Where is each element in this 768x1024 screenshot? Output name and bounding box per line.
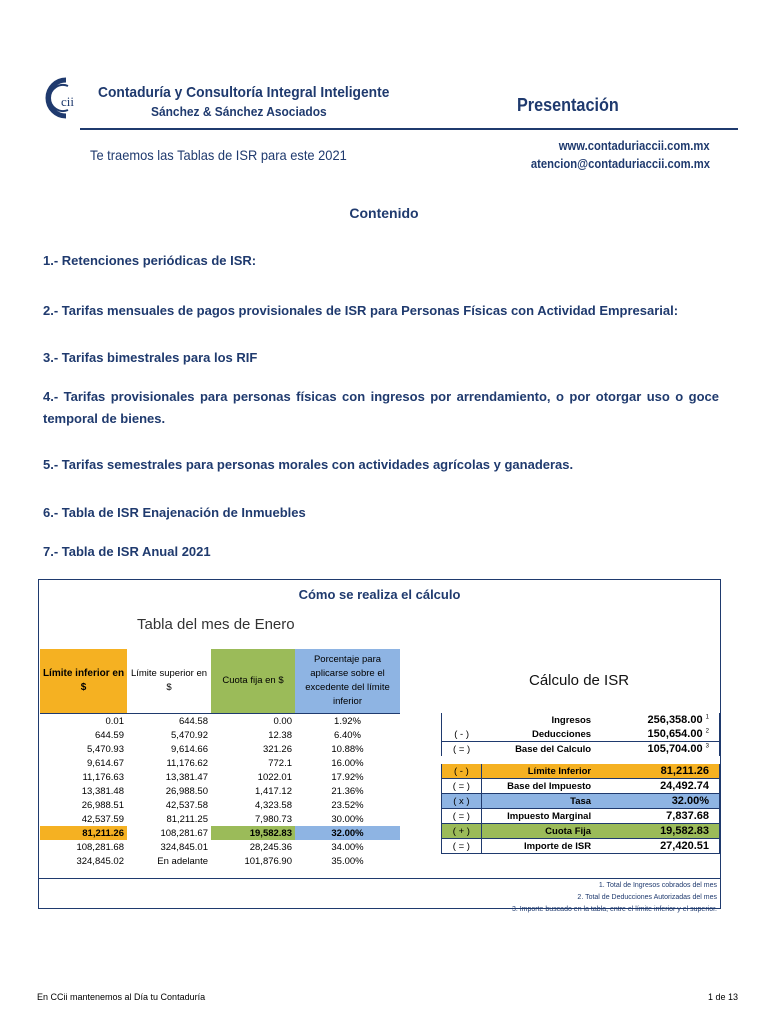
col-header-upper: Límite superior en $ [130, 668, 208, 693]
cell-fixed-fee: 28,245.36 [249, 841, 292, 853]
calc-value-text: 105,704.00 [647, 743, 703, 755]
calc-label: Impuesto Marginal [481, 809, 594, 824]
footnote-ref: 3 [705, 743, 709, 750]
table-row [40, 756, 400, 770]
calc-value [594, 824, 719, 839]
document-title: Presentación [517, 95, 619, 115]
cell-fixed-fee: 12.38 [268, 729, 292, 741]
cell-fixed-fee: 7,980.73 [255, 813, 292, 825]
calc-row [442, 794, 720, 809]
header-divider [80, 128, 738, 130]
calc-operator: ( = ) [442, 839, 482, 854]
cell-fixed-fee: 19,582.83 [211, 826, 295, 840]
cell-fixed-fee: 1,417.12 [255, 785, 292, 797]
contents-item[interactable]: 4.- Tarifas provisionales para personas físicas con ingresos por arrendamiento, o por otorgar uso o goce temporal de bienes. [43, 389, 719, 426]
cell-upper-limit: 42,537.58 [165, 799, 208, 811]
company-logo [44, 76, 78, 120]
calc-label: Ingresos [551, 714, 592, 726]
cell-lower-limit: 324,845.02 [76, 855, 124, 867]
calc-row [442, 839, 720, 854]
table-row [40, 854, 400, 868]
email-link[interactable]: atencion@contaduriaccii.com.mx [530, 157, 710, 171]
cell-lower-limit: 0.01 [105, 715, 124, 727]
calc-label: Límite Inferior [481, 760, 594, 779]
calc-label: Base del Impuesto [481, 779, 594, 794]
company-name: Contaduría y Consultoría Integral Inteligente [98, 84, 390, 101]
isr-calculation [441, 713, 720, 854]
calc-row [442, 760, 720, 779]
calc-value [594, 809, 719, 824]
cell-percentage: 35.00% [331, 855, 364, 867]
cell-lower-limit: 9,614.67 [87, 757, 124, 769]
cell-upper-limit: 324,845.01 [160, 841, 208, 853]
cell-percentage: 32.00% [295, 826, 400, 840]
isr-rate-table [40, 649, 400, 868]
cell-fixed-fee: 321.26 [262, 743, 292, 755]
footnote: 3. Importe buscado en la tabla, entre el límite inferior y el superior. [511, 906, 717, 913]
table-row [40, 728, 400, 742]
cell-fixed-fee: 1022.01 [257, 771, 292, 783]
calc-row [442, 727, 720, 742]
calc-operator: ( - ) [442, 760, 482, 779]
cell-fixed-fee: 0.00 [273, 715, 292, 727]
calc-label: Importe de ISR [481, 839, 594, 854]
calc-value [594, 713, 719, 727]
cell-percentage: 21.36% [331, 785, 364, 797]
calc-value-text: 81,211.26 [660, 765, 709, 777]
cell-upper-limit: 644.58 [178, 715, 208, 727]
cell-upper-limit: 11,176.62 [166, 757, 208, 769]
table-row [40, 840, 400, 854]
cell-percentage: 6.40% [334, 729, 361, 741]
table-row [40, 742, 400, 756]
table-title: Tabla del mes de Enero [137, 616, 295, 633]
contents-heading: Contenido [349, 205, 419, 221]
cell-percentage: 17.92% [331, 771, 364, 783]
calc-operator: ( + ) [442, 824, 482, 839]
cell-percentage: 23.52% [331, 799, 364, 811]
calc-row [442, 713, 720, 727]
calc-operator: ( - ) [442, 727, 482, 742]
cell-percentage: 16.00% [331, 757, 364, 769]
contents-item[interactable]: 2.- Tarifas mensuales de pagos provisionales de ISR para Personas Físicas con Actividad Empresarial: [43, 303, 679, 318]
calc-label: Base del Calculo [515, 743, 592, 755]
footnote: 1. Total de Ingresos cobrados del mes [598, 882, 717, 889]
calc-value-text: 256,358.00 [647, 714, 703, 726]
table-row [40, 714, 400, 729]
cell-upper-limit: En adelante [157, 855, 208, 867]
calc-operator: ( x ) [442, 794, 482, 809]
company-subtitle: Sánchez & Sánchez Asociados [151, 104, 327, 119]
cell-lower-limit: 42,537.59 [81, 813, 124, 825]
contents-item[interactable]: 7.- Tabla de ISR Anual 2021 [43, 544, 211, 559]
footnote-ref: 1 [705, 714, 709, 721]
calc-operator [442, 713, 482, 727]
col-header-fixed: Cuota fija en $ [211, 649, 295, 714]
table-row [40, 770, 400, 784]
calc-value [594, 794, 719, 809]
page-number: 1 de 13 [707, 992, 738, 1002]
cell-lower-limit: 13,381.48 [81, 785, 124, 797]
calculation-panel [38, 579, 721, 913]
cell-lower-limit: 81,211.26 [40, 826, 127, 840]
table-row [40, 798, 400, 812]
cell-lower-limit: 11,176.63 [82, 771, 124, 783]
cell-upper-limit: 26,988.50 [165, 785, 208, 797]
cell-upper-limit: 108,281.67 [160, 827, 208, 839]
calc-label: Cuota Fija [481, 824, 594, 839]
calc-value-text: 150,654.00 [647, 728, 703, 740]
contents-item[interactable]: 3.- Tarifas bimestrales para los RIF [43, 350, 258, 365]
cell-percentage: 30.00% [331, 813, 364, 825]
calc-value [594, 727, 719, 742]
calc-row [442, 809, 720, 824]
footnote-ref: 2 [705, 728, 709, 735]
cell-upper-limit: 81,211.25 [166, 813, 208, 825]
cell-upper-limit: 9,614.66 [171, 743, 208, 755]
contents-item[interactable]: 5.- Tarifas semestrales para personas morales con actividades agrícolas y ganaderas. [43, 457, 574, 472]
calc-value-text: 24,492.74 [660, 780, 709, 792]
calc-label: Deducciones [481, 727, 594, 742]
col-header-pct: Porcentaje para aplicarse sobre el excedente del límite inferior [295, 649, 400, 714]
table-row [40, 784, 400, 798]
cell-lower-limit: 5,470.93 [87, 743, 124, 755]
cell-upper-limit: 13,381.47 [165, 771, 208, 783]
calc-value-text: 32.00% [671, 795, 709, 807]
cell-percentage: 34.00% [331, 841, 364, 853]
cell-lower-limit: 644.59 [94, 729, 124, 741]
calc-operator: ( = ) [442, 809, 482, 824]
calc-value [594, 839, 719, 854]
calc-value-text: 7,837.68 [666, 810, 709, 822]
footer-slogan: En CCii mantenemos al Día tu Contaduría [37, 992, 206, 1002]
tagline: Te traemos las Tablas de ISR para este 2021 [90, 147, 347, 163]
calc-value [594, 760, 719, 779]
footnote: 2. Total de Deducciones Autorizadas del mes [577, 894, 717, 901]
calc-value [594, 742, 719, 761]
table-row [40, 812, 400, 826]
calc-row [442, 742, 720, 761]
calc-value-text: 27,420.51 [660, 840, 709, 852]
cell-lower-limit: 26,988.51 [81, 799, 124, 811]
svg-text:cii: cii [61, 94, 74, 109]
cell-lower-limit: 108,281.68 [76, 841, 124, 853]
calc-operator: ( = ) [442, 779, 482, 794]
cell-percentage: 1.92% [334, 715, 361, 727]
calc-row [442, 824, 720, 839]
calc-value [594, 779, 719, 794]
isr-calc-title: Cálculo de ISR [529, 672, 630, 689]
calc-operator: ( = ) [442, 742, 482, 761]
calc-label: Tasa [481, 794, 594, 809]
notes-divider [39, 878, 720, 879]
cell-upper-limit: 5,470.92 [171, 729, 208, 741]
contents-item[interactable]: 1.- Retenciones periódicas de ISR: [43, 253, 257, 268]
cell-fixed-fee: 772.1 [268, 757, 292, 769]
table-row [40, 826, 400, 840]
cell-fixed-fee: 4,323.58 [255, 799, 292, 811]
calc-row [442, 779, 720, 794]
contents-item[interactable]: 6.- Tabla de ISR Enajenación de Inmuebles [43, 505, 306, 520]
calculation-title: Cómo se realiza el cálculo [298, 587, 461, 602]
website-link[interactable]: www.contaduriaccii.com.mx [559, 139, 710, 153]
col-header-lower: Límite inferior en $ [40, 649, 127, 714]
calc-value-text: 19,582.83 [660, 825, 709, 837]
cell-percentage: 10.88% [331, 743, 364, 755]
cell-fixed-fee: 101,876.90 [244, 855, 292, 867]
